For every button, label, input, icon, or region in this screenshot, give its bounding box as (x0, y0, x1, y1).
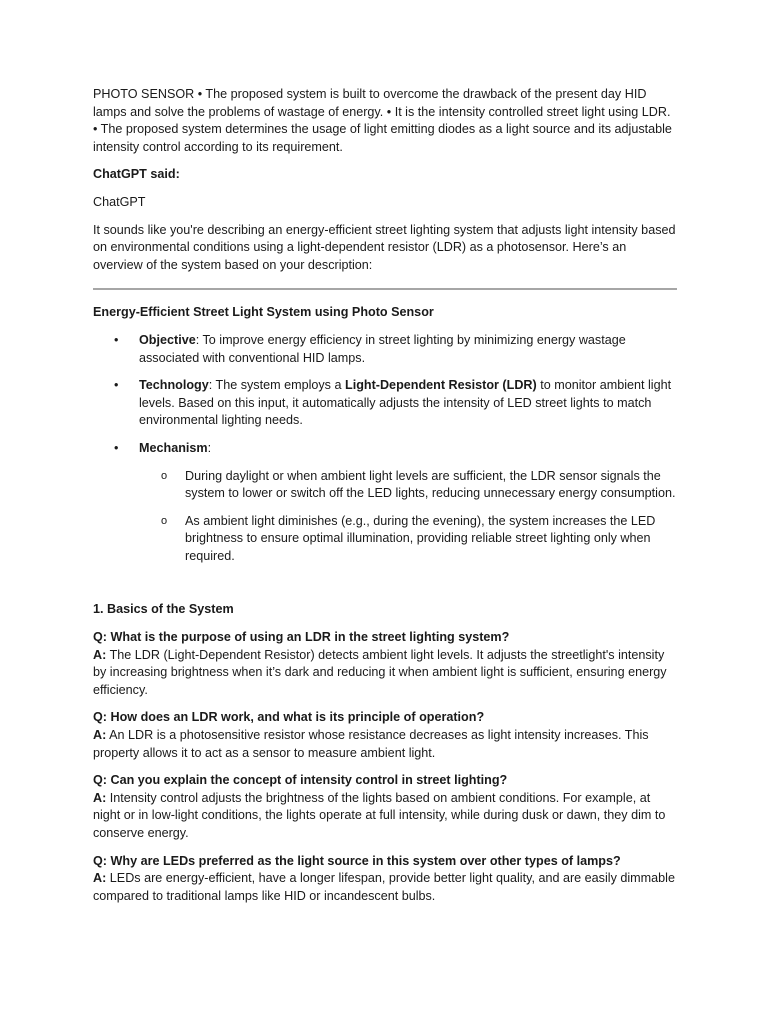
basics-title: 1. Basics of the System (93, 602, 234, 617)
answer-label: A: (93, 728, 107, 743)
answer-text: An LDR is a photosensitive resistor whose resistance decreases as light intensity increases. This property allows it to act as a sensor to measure ambient light. (93, 728, 649, 760)
answer-label: A: (93, 871, 107, 886)
sub-list-item (139, 513, 677, 566)
answer-text: LEDs are energy-efficient, have a longer lifespan, provide better light quality, and are easily dimmable compared to traditional lamps like HID or incandescent bulbs. (93, 871, 675, 903)
bullet-bold-inline: Light-Dependent Resistor (LDR) (345, 378, 537, 393)
circle-bullet-icon: o (161, 514, 168, 527)
bullet-colon: : (208, 378, 213, 393)
bullet-colon: : (207, 440, 212, 455)
question: Q: What is the purpose of using an LDR in the street lighting system? (93, 630, 510, 645)
bullet-label: Mechanism (139, 440, 208, 455)
bullet-text: The system employs a (212, 378, 345, 393)
list-item-technology (93, 377, 677, 430)
answer (93, 647, 677, 700)
spacer (93, 575, 677, 601)
sub-bullet-text: As ambient light diminishes (e.g., during the evening), the system increases the LED brightness to ensure optimal illumination, providing reliable street lighting only when required. (185, 513, 656, 563)
qa-block (93, 853, 677, 906)
bullet-colon: : (195, 332, 200, 347)
sub-list-item (139, 468, 677, 503)
section-title: Energy-Efficient Street Light System using Photo Sensor (93, 305, 434, 320)
bullet-list (93, 332, 677, 566)
bullet-icon: • (114, 440, 119, 455)
circle-bullet-icon: o (161, 469, 168, 482)
assistant-name: ChatGPT (93, 194, 146, 209)
qa-block (93, 772, 677, 842)
bullet-icon: • (114, 378, 119, 393)
question: Q: How does an LDR work, and what is its principle of operation? (93, 710, 485, 725)
sub-bullet-text: During daylight or when ambient light levels are sufficient, the LDR sensor signals the system to lower or switch off the LED lights, reducing unnecessary energy consumption. (185, 468, 676, 501)
list-item-mechanism (93, 440, 677, 566)
document-content (93, 86, 677, 915)
list-item-objective (93, 332, 677, 367)
bullet-text: To improve energy efficiency in street lighting by minimizing energy wastage associated with conventional HID lamps. (139, 332, 626, 365)
question: Q: Can you explain the concept of intensity control in street lighting? (93, 773, 508, 788)
bullet-label: Technology (139, 378, 209, 393)
description-paragraph: It sounds like you're describing an energy-efficient street lighting system that adjusts light intensity based on environmental conditions using a light-dependent resistor (LDR) as a photosensor. Here’s an overview of the system based on your description: (93, 222, 676, 272)
sub-bullet-list (139, 468, 677, 566)
qa-block (93, 709, 677, 762)
answer-label: A: (93, 647, 107, 662)
answer (93, 727, 677, 762)
answer-label: A: (93, 790, 107, 805)
bullet-text: to monitor ambient light levels. Based on this input, it automatically adjusts the intensity of LED street lights to match environmental lighting needs. (139, 378, 672, 428)
answer (93, 870, 677, 905)
question: Q: Why are LEDs preferred as the light source in this system over other types of lamps? (93, 853, 621, 868)
answer (93, 790, 677, 843)
intro-paragraph: PHOTO SENSOR • The proposed system is built to overcome the drawback of the present day HID lamps and solve the problems of wastage of energy. • It is the intensity controlled street light using LDR. • The proposed system determines the usage of light emitting diodes as a light source and its adjustable intensity control according to its requirement. (93, 87, 672, 154)
bullet-label: Objective (139, 332, 196, 347)
horizontal-divider (93, 288, 677, 290)
bullet-icon: • (114, 332, 119, 347)
answer-text: The LDR (Light-Dependent Resistor) detects ambient light levels. It adjusts the streetlight's intensity by increasing brightness when it’s dark and reducing it when ambient light is sufficient, ensuring energy efficiency. (93, 647, 667, 697)
qa-block (93, 629, 677, 699)
answer-text: Intensity control adjusts the brightness of the lights based on ambient conditions. For example, at night or in low-light conditions, the lights operate at full intensity, while during dusk or dawn, they dim to conserve energy. (93, 790, 666, 840)
assistant-said-label: ChatGPT said: (93, 167, 180, 182)
